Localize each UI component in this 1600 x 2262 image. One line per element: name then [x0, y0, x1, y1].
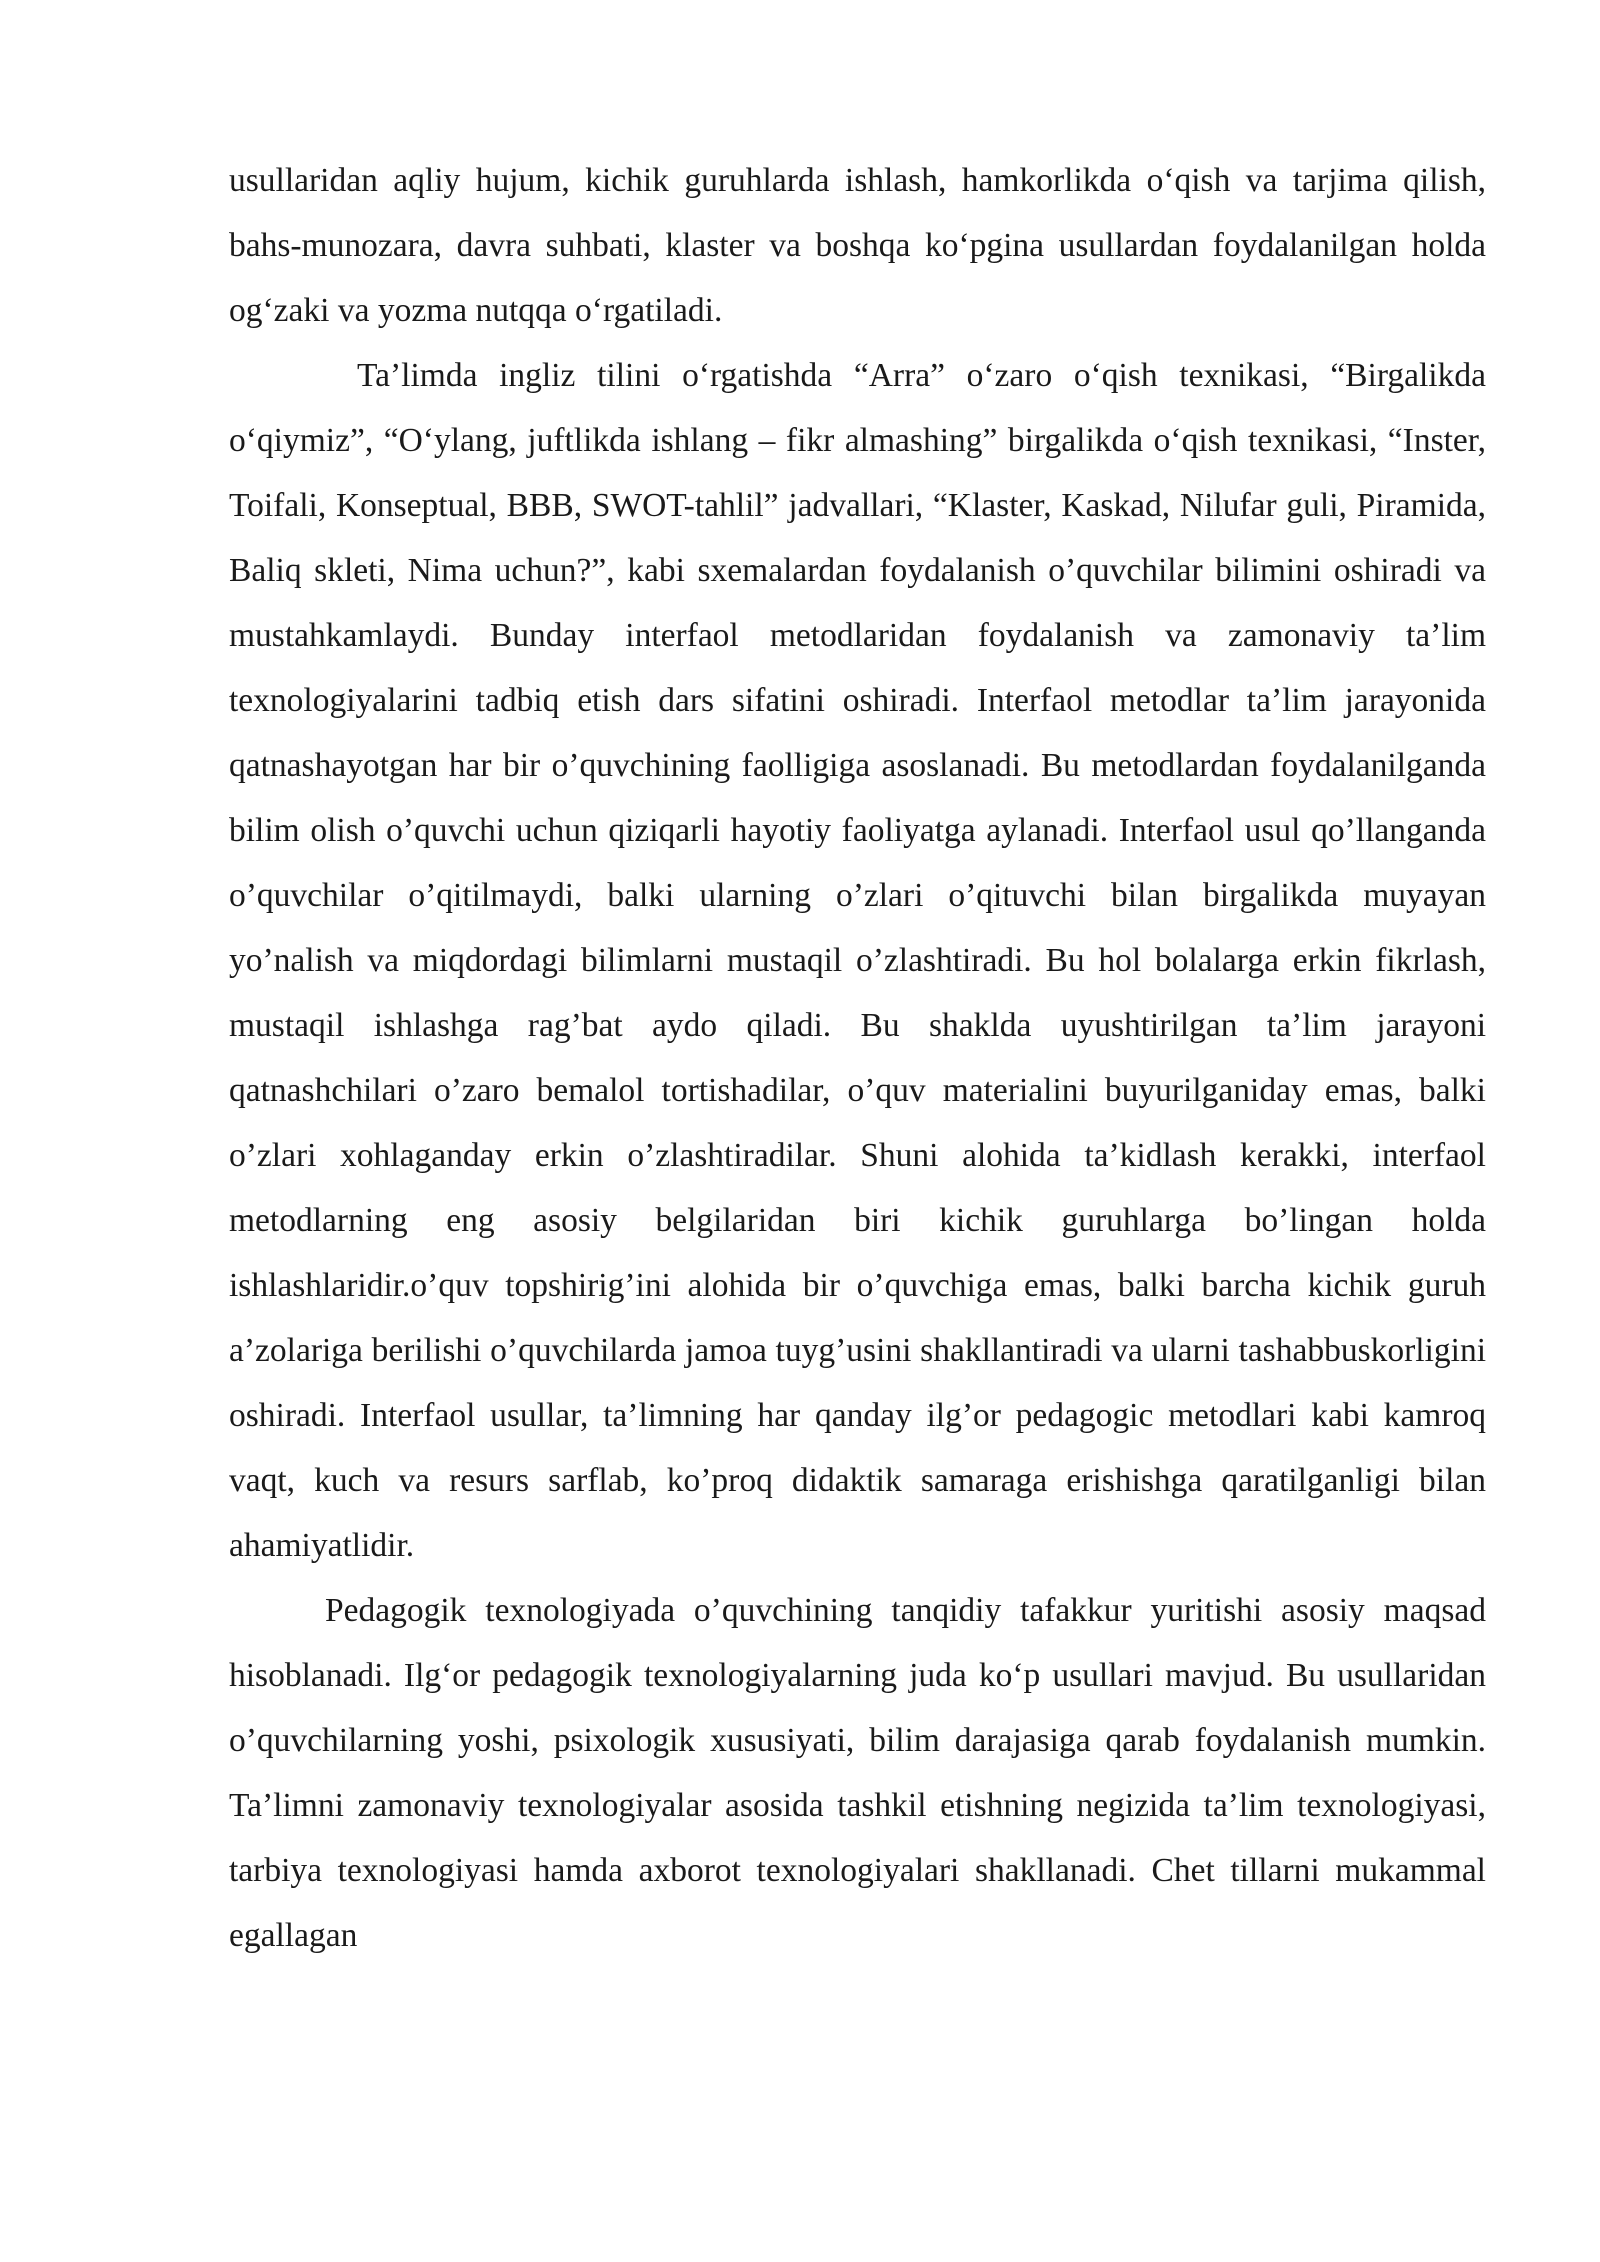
paragraph-continuation: usullaridan aqliy hujum, kichik guruhlarda ishlash, hamkorlikda o‘qish va tarjima qilish, bahs-munozara, davra suhbati, klaster va boshqa ko‘pgina usullardan foydalanilgan holda og‘zaki va yozma nutqqa o‘rgatiladi. — [229, 162, 1486, 329]
body-text — [229, 148, 1486, 1968]
paragraph-interactive-methods: Ta’limda ingliz tilini o‘rgatishda “Arra” o‘zaro o‘qish texnikasi, “Birgalikda o‘qiymiz”, “O‘ylang, juftlikda ishlang – fikr almashing” birgalikda o‘qish texnikasi, “Inster, Toifali, Konseptual, BBB, SWOT-tahlil” jadvallari, “Klaster, Kaskad, Nilufar guli, Piramida, Baliq skleti, Nima uchun?”, kabi sxemalardan foydalanish o’quvchilar bilimini oshiradi va mustahkamlaydi. Bunday interfaol metodlaridan foydalanish va zamonaviy ta’lim texnologiyalarini tadbiq etish dars sifatini oshiradi. Interfaol metodlar ta’lim jarayonida qatnashayotgan har bir o’quvchining faolligiga asoslanadi. Bu metodlardan foydalanilganda bilim olish o’quvchi uchun qiziqarli hayotiy faoliyatga aylanadi. Interfaol usul qo’llanganda o’quvchilar o’qitilmaydi, balki ularning o’zlari o’qituvchi bilan birgalikda muyayan yo’nalish va miqdordagi bilimlarni mustaqil o’zlashtiradi. Bu hol bolalarga erkin fikrlash, mustaqil ishlashga rag’bat aydo qiladi. Bu shakldа uyushtirilgan ta’lim jarayoni qatnashchilari o’zaro bemalol tortishadilar, o’quv materialini buyurilganiday emas, balki o’zlari xohlaganday erkin o’zlashtiradilar. Shuni alohida ta’kidlash kerakki, interfaol metodlarning eng asosiy belgilaridan biri kichik guruhlarga bo’lingan holda ishlashlaridir.o’quv topshirig’ini alohida bir o’quvchiga emas, balki barcha kichik guruh a’zolariga berilishi o’quvchilarda jamoa tuyg’usini shakllantiradi va ularni tashabbuskorligini oshiradi. Interfaol usullar, ta’limning har qanday ilg’or pedagogic metodlari kabi kamroq vaqt, kuch va resurs sarflab, ko’proq didaktik samaraga erishishga qaratilganligi bilan ahamiyatlidir. — [229, 357, 1486, 1564]
paragraph-pedagogical-technology: Pedagogik texnologiyada o’quvchining tanqidiy tafakkur yuritishi asosiy maqsad hisoblanadi. Ilg‘or pedagogik texnologiyalarning juda ko‘p usullari mavjud. Bu usullaridan o’quvchilarning yoshi, psixologik xususiyati, bilim darajasiga qarab foydalanish mumkin. Ta’limni zamonaviy texnologiyalar asosida tashkil etishning negizida ta’lim texnologiyasi, tarbiya texnologiyasi hamda axborot texnologiyalari shakllanadi. Chet tillarni mukammal egallagan — [229, 1592, 1486, 1954]
